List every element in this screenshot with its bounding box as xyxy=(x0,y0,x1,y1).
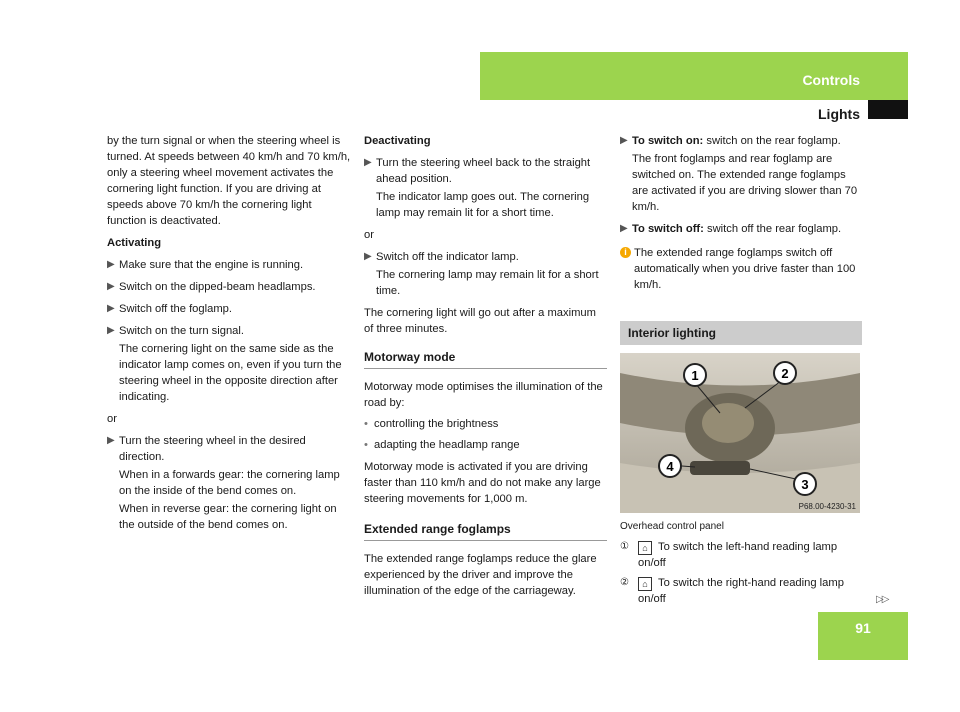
legend-item: ① ⌂ To switch the left-hand reading lamp on/off xyxy=(620,541,838,569)
intro-text: by the turn signal or when the steering wheel is turned. At speeds between 40 km/h and 70 km/h, only a steering wheel movement activates the cornering light function. If you are driving at speeds above 70 km/h the cornering light function is deactivated. xyxy=(107,135,351,227)
photo-caption: Overhead control panel xyxy=(620,521,724,532)
arrow-icon: ▶ xyxy=(107,325,115,336)
subsection-title: Lights xyxy=(818,106,860,122)
step-result: The cornering light on the same side as the indicator lamp comes on, even if you turn the steering wheel in the opposite direction after indicating. xyxy=(119,343,342,403)
step: ▶ To switch on: switch on the rear foglamp. xyxy=(620,135,841,147)
arrow-icon: ▶ xyxy=(107,435,115,446)
callout-4: 4 xyxy=(666,459,674,474)
bullet-item: • controlling the brightness xyxy=(364,418,499,430)
bullet-icon: • xyxy=(364,439,368,451)
step-result: The indicator lamp goes out. The cornering lamp may remain lit for a short time. xyxy=(376,191,590,219)
bullet-item: • adapting the headlamp range xyxy=(364,439,520,451)
continue-icon: ▷▷ xyxy=(876,594,888,605)
overhead-panel-photo xyxy=(620,353,860,513)
page-number: 91 xyxy=(855,620,871,636)
legend-item: ② ⌂ To switch the right-hand reading lamp on/off xyxy=(620,577,844,605)
deactivating-heading: Deactivating xyxy=(364,135,431,147)
arrow-icon: ▶ xyxy=(364,157,372,168)
step: ▶ To switch off: switch off the rear foglamp. xyxy=(620,223,842,235)
extended-text: The extended range foglamps reduce the glare experienced by the driver and improve the illumination of the edge of the carriageway. xyxy=(364,553,597,597)
step-result: The front foglamps and rear foglamp are switched on. The extended range foglamps are activated if you are driving slower than 70 km/h. xyxy=(632,153,858,213)
step: ▶ Switch off the foglamp. xyxy=(107,303,232,315)
extended-heading: Extended range foglamps xyxy=(364,521,607,541)
arrow-icon: ▶ xyxy=(364,251,372,262)
photo-code: P68.00-4230-31 xyxy=(798,502,856,511)
section-title: Controls xyxy=(802,72,860,88)
callout-3: 3 xyxy=(801,477,809,492)
info-icon: i xyxy=(620,247,631,258)
step: ▶ Make sure that the engine is running. xyxy=(107,259,304,271)
arrow-icon: ▶ xyxy=(620,135,628,146)
or-text: or xyxy=(107,413,117,425)
reading-lamp-icon: ⌂ xyxy=(638,577,652,591)
column-2 xyxy=(364,133,607,599)
callout-1: 1 xyxy=(691,368,699,383)
arrow-icon: ▶ xyxy=(107,303,115,314)
step: ▶ Turn the steering wheel back to the straight ahead position. xyxy=(364,157,591,185)
info-note: i The extended range foglamps switch off automatically when you drive faster than 100 km/h. xyxy=(620,245,862,293)
overhead-panel-illustration xyxy=(620,353,860,513)
step-result: When in a forwards gear: the cornering lamp on the inside of the bend comes on. xyxy=(119,469,340,497)
step-result: The cornering lamp may remain lit for a short time. xyxy=(376,269,599,297)
step-result: When in reverse gear: the cornering light on the outside of the bend comes on. xyxy=(119,503,337,531)
arrow-icon: ▶ xyxy=(620,223,628,234)
arrow-icon: ▶ xyxy=(107,259,115,270)
bullet-icon: • xyxy=(364,418,368,430)
step: ▶ Switch off the indicator lamp. xyxy=(364,251,519,263)
arrow-icon: ▶ xyxy=(107,281,115,292)
reading-lamp-icon: ⌂ xyxy=(638,541,652,555)
column-3 xyxy=(620,133,862,607)
motorway-text: Motorway mode is activated if you are driving faster than 110 km/h and do not make any large steering movements for 1,000 m. xyxy=(364,461,601,505)
interior-heading: Interior lighting xyxy=(620,321,862,345)
step: ▶ Turn the steering wheel in the desired direction. xyxy=(107,435,306,463)
activating-heading: Activating xyxy=(107,237,162,249)
or-text: or xyxy=(364,229,374,241)
motorway-heading: Motorway mode xyxy=(364,349,607,369)
column-1 xyxy=(107,133,352,533)
step: ▶ Switch on the turn signal. xyxy=(107,325,244,337)
motorway-intro: Motorway mode optimises the illumination of the road by: xyxy=(364,381,603,409)
callout-2: 2 xyxy=(781,366,789,381)
note-text: The cornering light will go out after a maximum of three minutes. xyxy=(364,307,596,335)
step: ▶ Switch on the dipped-beam headlamps. xyxy=(107,281,316,293)
header-tab xyxy=(868,100,908,119)
